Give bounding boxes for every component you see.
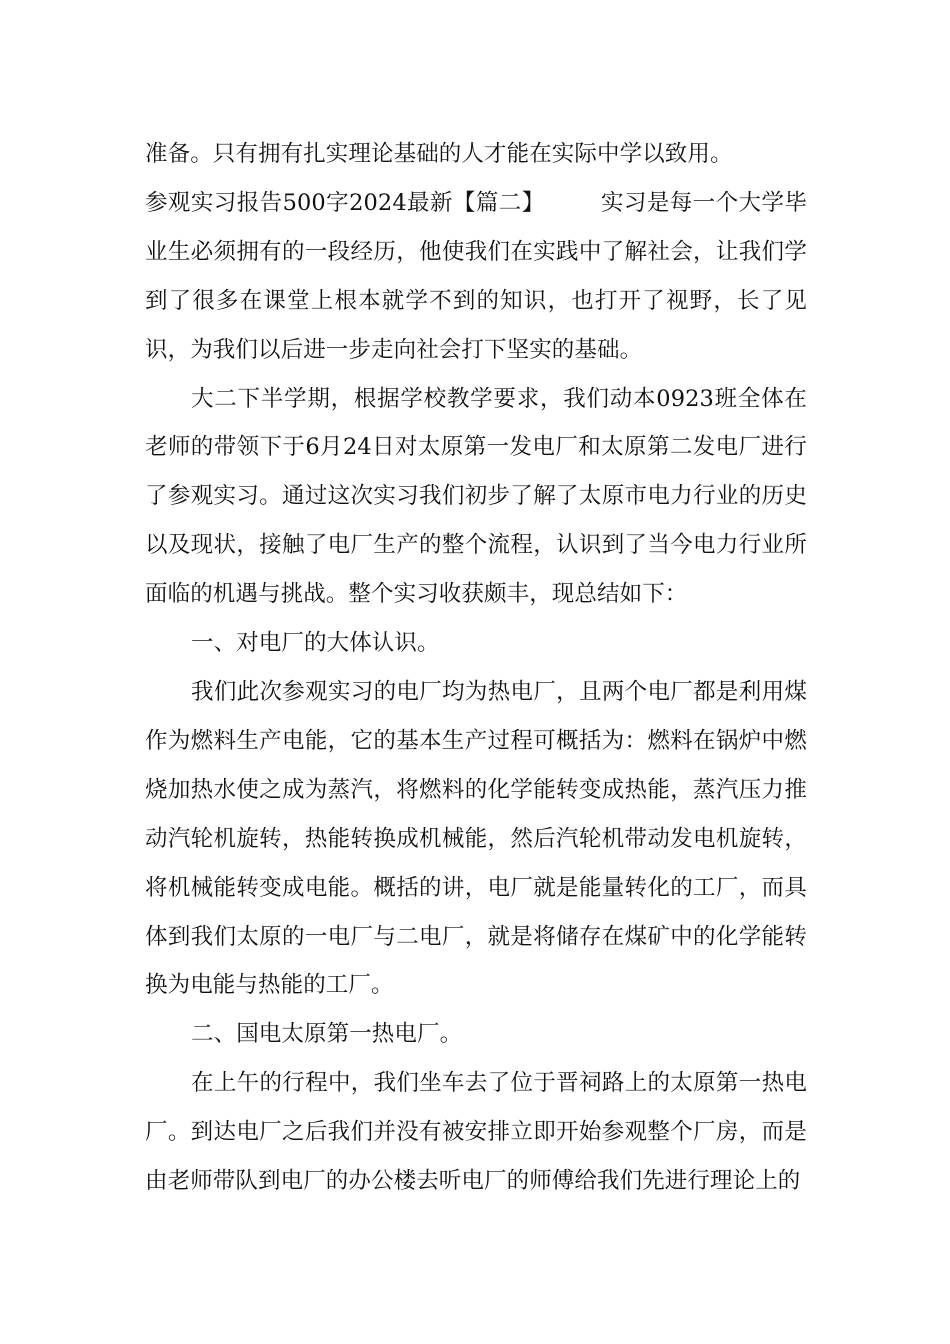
document-page bbox=[145, 130, 807, 1206]
paragraph-1: 准备。只有拥有扎实理论基础的人才能在实际中学以致用。 bbox=[145, 141, 733, 167]
subheading-1: 一、对电厂的大体认识。 bbox=[191, 630, 440, 657]
paragraph-2 bbox=[145, 179, 807, 375]
subheading-2: 二、国电太原第一热电厂。 bbox=[191, 1021, 463, 1048]
paragraph-3: 大二下半学期，根据学校教学要求，我们动本0923班全体在老师的带领下于6月24日对太原第一发电厂和太原第二发电厂进行了参观实习。通过这次实习我们初步了解了太原市电力行业的历史以及现状，接触了电厂生产的整个流程，认识到了当今电力行业所面临的机遇与挑战。整个实习收获颇丰，现总结如下： bbox=[145, 385, 807, 608]
section-heading: 参观实习报告500字2024最新【篇二】 bbox=[145, 189, 545, 216]
paragraph-2-body: 实习是每一个大学毕业生必须拥有的一段经历，他使我们在实践中了解社会，让我们学到了很多在课堂上根本就学不到的知识，也打开了视野，长了见识，为我们以后进一步走向社会打下坚实的基础。 bbox=[145, 189, 807, 363]
paragraph-5: 在上午的行程中，我们坐车去了位于晋祠路上的太原第一热电厂。到达电厂之后我们并没有被安排立即开始参观整个厂房，而是由老师带队到电厂的办公楼去听电厂的师傅给我们先进行理论上的 bbox=[145, 1070, 807, 1195]
paragraph-4: 我们此次参观实习的电厂均为热电厂，且两个电厂都是利用煤作为燃料生产电能，它的基本生产过程可概括为：燃料在锅炉中燃烧加热水使之成为蒸汽，将燃料的化学能转变成热能，蒸汽压力推动汽轮机旋转，热能转换成机械能，然后汽轮机带动发电机旋转，将机械能转变成电能。概括的讲，电厂就是能量转化的工厂，而具体到我们太原的一电厂与二电厂，就是将储存在煤矿中的化学能转换为电能与热能的工厂。 bbox=[145, 678, 807, 999]
